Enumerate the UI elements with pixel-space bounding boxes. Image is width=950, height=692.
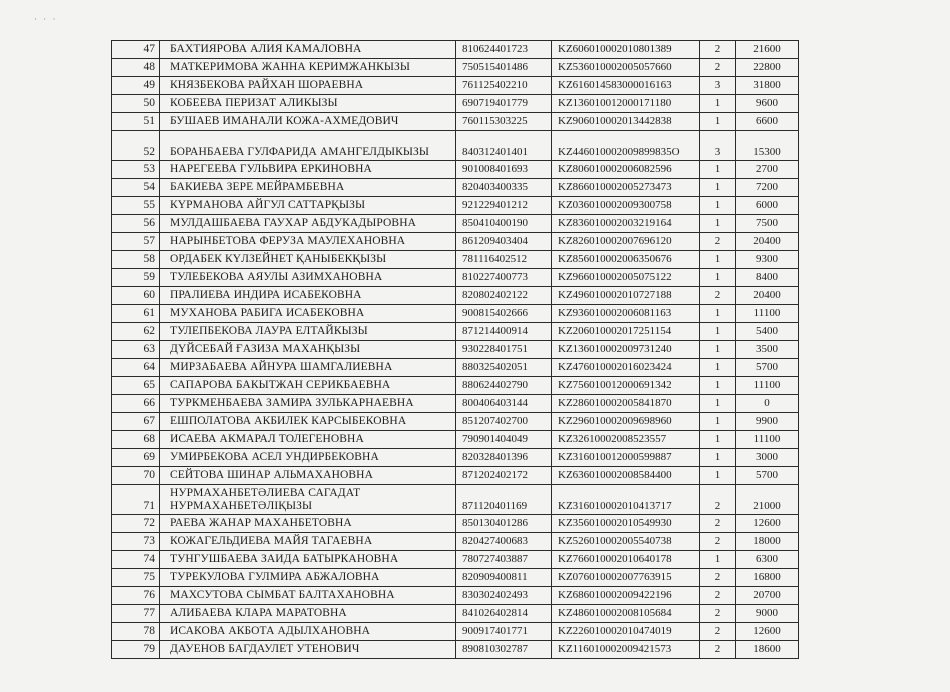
row-number-cell: 68 bbox=[112, 431, 160, 449]
amount-cell: 6300 bbox=[736, 551, 799, 569]
count-cell: 1 bbox=[700, 269, 736, 287]
amount-cell: 20700 bbox=[736, 587, 799, 605]
row-number-cell: 59 bbox=[112, 269, 160, 287]
row-number-cell: 48 bbox=[112, 59, 160, 77]
iin-cell: 871214400914 bbox=[456, 323, 552, 341]
count-cell: 2 bbox=[700, 41, 736, 59]
account-number-cell: KZ286010002005841870 bbox=[552, 395, 700, 413]
count-cell: 1 bbox=[700, 161, 736, 179]
row-number-cell: 47 bbox=[112, 41, 160, 59]
account-number-cell: KZ906010002013442838 bbox=[552, 113, 700, 131]
amount-cell: 15300 bbox=[736, 131, 799, 161]
table-row bbox=[112, 179, 799, 197]
row-number-cell: 58 bbox=[112, 251, 160, 269]
count-cell: 2 bbox=[700, 485, 736, 515]
count-cell: 1 bbox=[700, 395, 736, 413]
iin-cell: 880325402051 bbox=[456, 359, 552, 377]
account-number-cell: KZ296010002009698960 bbox=[552, 413, 700, 431]
row-number-cell: 73 bbox=[112, 533, 160, 551]
count-cell: 2 bbox=[700, 641, 736, 659]
iin-cell: 921229401212 bbox=[456, 197, 552, 215]
table-row bbox=[112, 359, 799, 377]
full-name-cell: АЛИБАЕВА КЛАРА МАРАТОВНА bbox=[160, 605, 456, 623]
row-number-cell: 71 bbox=[112, 485, 160, 515]
table-row bbox=[112, 449, 799, 467]
amount-cell: 9900 bbox=[736, 413, 799, 431]
account-number-cell: KZ136010012000171180 bbox=[552, 95, 700, 113]
count-cell: 2 bbox=[700, 605, 736, 623]
amount-cell: 31800 bbox=[736, 77, 799, 95]
recipients-table-container bbox=[111, 40, 799, 659]
row-number-cell: 64 bbox=[112, 359, 160, 377]
account-number-cell: KZ446010002009899835O bbox=[552, 131, 700, 161]
row-number-cell: 62 bbox=[112, 323, 160, 341]
iin-cell: 871202402172 bbox=[456, 467, 552, 485]
count-cell: 1 bbox=[700, 551, 736, 569]
count-cell: 1 bbox=[700, 413, 736, 431]
table-row bbox=[112, 569, 799, 587]
count-cell: 1 bbox=[700, 305, 736, 323]
count-cell: 2 bbox=[700, 569, 736, 587]
account-number-cell: KZ136010002009731240 bbox=[552, 341, 700, 359]
recipients-table bbox=[111, 40, 799, 659]
row-number-cell: 74 bbox=[112, 551, 160, 569]
table-row bbox=[112, 269, 799, 287]
account-number-cell: KZ32610002008523557 bbox=[552, 431, 700, 449]
iin-cell: 930228401751 bbox=[456, 341, 552, 359]
iin-cell: 820403400335 bbox=[456, 179, 552, 197]
iin-cell: 810227400773 bbox=[456, 269, 552, 287]
row-number-cell: 55 bbox=[112, 197, 160, 215]
count-cell: 1 bbox=[700, 95, 736, 113]
table-row bbox=[112, 515, 799, 533]
table-row bbox=[112, 587, 799, 605]
iin-cell: 781116402512 bbox=[456, 251, 552, 269]
iin-cell: 760115303225 bbox=[456, 113, 552, 131]
amount-cell: 12600 bbox=[736, 623, 799, 641]
count-cell: 1 bbox=[700, 377, 736, 395]
table-row bbox=[112, 287, 799, 305]
iin-cell: 901008401693 bbox=[456, 161, 552, 179]
table-row bbox=[112, 395, 799, 413]
full-name-cell: МУЛДАШБАЕВА ГАУХАР АБДУКАДЫРОВНА bbox=[160, 215, 456, 233]
amount-cell: 0 bbox=[736, 395, 799, 413]
table-row bbox=[112, 641, 799, 659]
amount-cell: 12600 bbox=[736, 515, 799, 533]
table-row bbox=[112, 161, 799, 179]
count-cell: 1 bbox=[700, 341, 736, 359]
full-name-cell: ДҮЙСЕБАЙ ҒАЗИЗА МАХАНҚЫЗЫ bbox=[160, 341, 456, 359]
count-cell: 1 bbox=[700, 449, 736, 467]
amount-cell: 6000 bbox=[736, 197, 799, 215]
table-row bbox=[112, 533, 799, 551]
iin-cell: 820909400811 bbox=[456, 569, 552, 587]
amount-cell: 18000 bbox=[736, 533, 799, 551]
full-name-cell: НАРЕГЕЕВА ГУЛЬВИРА ЕРКИНОВНА bbox=[160, 161, 456, 179]
full-name-cell: ТУЛЕПБЕКОВА ЛАУРА ЕЛТАЙКЫЗЫ bbox=[160, 323, 456, 341]
count-cell: 2 bbox=[700, 59, 736, 77]
row-number-cell: 63 bbox=[112, 341, 160, 359]
row-number-cell: 51 bbox=[112, 113, 160, 131]
row-number-cell: 56 bbox=[112, 215, 160, 233]
full-name-cell: КҮРМАНОВА АЙГУЛ САТТАРҚЫЗЫ bbox=[160, 197, 456, 215]
account-number-cell: KZ856010002006350676 bbox=[552, 251, 700, 269]
amount-cell: 22800 bbox=[736, 59, 799, 77]
count-cell: 1 bbox=[700, 431, 736, 449]
account-number-cell: KZ616014583000016163 bbox=[552, 77, 700, 95]
table-row bbox=[112, 413, 799, 431]
amount-cell: 7500 bbox=[736, 215, 799, 233]
full-name-cell: КНЯЗБЕКОВА РАЙХАН ШОРАЕВНА bbox=[160, 77, 456, 95]
table-row bbox=[112, 215, 799, 233]
full-name-cell: МИРЗАБАЕВА АЙНУРА ШАМГАЛИЕВНА bbox=[160, 359, 456, 377]
count-cell: 2 bbox=[700, 515, 736, 533]
amount-cell: 3500 bbox=[736, 341, 799, 359]
amount-cell: 5700 bbox=[736, 359, 799, 377]
count-cell: 1 bbox=[700, 113, 736, 131]
full-name-cell: МАХСУТОВА СЫМБАТ БАЛТАХАНОВНА bbox=[160, 587, 456, 605]
amount-cell: 3000 bbox=[736, 449, 799, 467]
full-name-cell: ИСАЕВА АКМАРАЛ ТОЛЕГЕНОВНА bbox=[160, 431, 456, 449]
count-cell: 2 bbox=[700, 533, 736, 551]
amount-cell: 11100 bbox=[736, 377, 799, 395]
iin-cell: 820427400683 bbox=[456, 533, 552, 551]
row-number-cell: 50 bbox=[112, 95, 160, 113]
table-row bbox=[112, 467, 799, 485]
full-name-cell: БАХТИЯРОВА АЛИЯ КАМАЛОВНА bbox=[160, 41, 456, 59]
row-number-cell: 53 bbox=[112, 161, 160, 179]
iin-cell: 780727403887 bbox=[456, 551, 552, 569]
account-number-cell: KZ866010002005273473 bbox=[552, 179, 700, 197]
full-name-cell: ТУЛЕБЕКОВА АЯУЛЫ АЗИМХАНОВНА bbox=[160, 269, 456, 287]
table-row bbox=[112, 41, 799, 59]
full-name-cell: УМИРБЕКОВА АСЕЛ УНДИРБЕКОВНА bbox=[160, 449, 456, 467]
table-row bbox=[112, 251, 799, 269]
iin-cell: 830302402493 bbox=[456, 587, 552, 605]
account-number-cell: KZ936010002006081163 bbox=[552, 305, 700, 323]
iin-cell: 900815402666 bbox=[456, 305, 552, 323]
amount-cell: 20400 bbox=[736, 233, 799, 251]
amount-cell: 5400 bbox=[736, 323, 799, 341]
row-number-cell: 61 bbox=[112, 305, 160, 323]
full-name-cell: ОРДАБЕК КҮЛЗЕЙНЕТ ҚАНЫБЕКҚЫЗЫ bbox=[160, 251, 456, 269]
row-number-cell: 52 bbox=[112, 131, 160, 161]
account-number-cell: KZ356010002010549930 bbox=[552, 515, 700, 533]
table-row bbox=[112, 323, 799, 341]
count-cell: 2 bbox=[700, 587, 736, 605]
count-cell: 3 bbox=[700, 77, 736, 95]
table-row bbox=[112, 77, 799, 95]
row-number-cell: 57 bbox=[112, 233, 160, 251]
count-cell: 1 bbox=[700, 251, 736, 269]
count-cell: 3 bbox=[700, 131, 736, 161]
account-number-cell: KZ076010002007763915 bbox=[552, 569, 700, 587]
amount-cell: 20400 bbox=[736, 287, 799, 305]
full-name-cell: ТУРКМЕНБАЕВА ЗАМИРА ЗУЛЬКАРНАЕВНА bbox=[160, 395, 456, 413]
iin-cell: 840312401401 bbox=[456, 131, 552, 161]
amount-cell: 8400 bbox=[736, 269, 799, 287]
account-number-cell: KZ496010002010727188 bbox=[552, 287, 700, 305]
iin-cell: 880624402790 bbox=[456, 377, 552, 395]
count-cell: 1 bbox=[700, 215, 736, 233]
amount-cell: 9600 bbox=[736, 95, 799, 113]
full-name-cell: ТУНГУШБАЕВА ЗАИДА БАТЫРКАНОВНА bbox=[160, 551, 456, 569]
account-number-cell: KZ526010002005540738 bbox=[552, 533, 700, 551]
row-number-cell: 75 bbox=[112, 569, 160, 587]
table-row bbox=[112, 485, 799, 515]
row-number-cell: 54 bbox=[112, 179, 160, 197]
iin-cell: 871120401169 bbox=[456, 485, 552, 515]
table-row bbox=[112, 305, 799, 323]
full-name-cell: ДАУЕНОВ БАГДАУЛЕТ УТЕНОВИЧ bbox=[160, 641, 456, 659]
table-row bbox=[112, 59, 799, 77]
full-name-cell: СЕЙТОВА ШИНАР АЛЬМАХАНОВНА bbox=[160, 467, 456, 485]
iin-cell: 690719401779 bbox=[456, 95, 552, 113]
account-number-cell: KZ806010002006082596 bbox=[552, 161, 700, 179]
iin-cell: 850130401286 bbox=[456, 515, 552, 533]
full-name-cell: МАТКЕРИМОВА ЖАННА КЕРИМЖАНКЫЗЫ bbox=[160, 59, 456, 77]
row-number-cell: 79 bbox=[112, 641, 160, 659]
amount-cell: 7200 bbox=[736, 179, 799, 197]
iin-cell: 861209403404 bbox=[456, 233, 552, 251]
row-number-cell: 69 bbox=[112, 449, 160, 467]
iin-cell: 820802402122 bbox=[456, 287, 552, 305]
account-number-cell: KZ206010002017251154 bbox=[552, 323, 700, 341]
table-row bbox=[112, 377, 799, 395]
amount-cell: 21600 bbox=[736, 41, 799, 59]
table-row bbox=[112, 131, 799, 161]
account-number-cell: KZ226010002010474019 bbox=[552, 623, 700, 641]
full-name-cell: НУРМАХАНБЕТӘЛИЕВА САГАДАТ НУРМАХАНБЕТӘЛІҚЫЗЫ bbox=[160, 485, 456, 515]
iin-cell: 841026402814 bbox=[456, 605, 552, 623]
account-number-cell: KZ836010002003219164 bbox=[552, 215, 700, 233]
table-row bbox=[112, 95, 799, 113]
full-name-cell: БАКИЕВА ЗЕРЕ МЕЙРАМБЕВНА bbox=[160, 179, 456, 197]
account-number-cell: KZ316010002010413717 bbox=[552, 485, 700, 515]
count-cell: 1 bbox=[700, 179, 736, 197]
amount-cell: 5700 bbox=[736, 467, 799, 485]
amount-cell: 16800 bbox=[736, 569, 799, 587]
count-cell: 2 bbox=[700, 233, 736, 251]
count-cell: 1 bbox=[700, 359, 736, 377]
full-name-cell: ЕШПОЛАТОВА АКБИЛЕК КАРСЫБЕКОВНА bbox=[160, 413, 456, 431]
iin-cell: 850410400190 bbox=[456, 215, 552, 233]
full-name-cell: БОРАНБАЕВА ГУЛФАРИДА АМАНГЕЛДЫКЫЗЫ bbox=[160, 131, 456, 161]
table-row bbox=[112, 623, 799, 641]
row-number-cell: 76 bbox=[112, 587, 160, 605]
full-name-cell: ИСАКОВА АКБОТА АДЫЛХАНОВНА bbox=[160, 623, 456, 641]
table-row bbox=[112, 605, 799, 623]
row-number-cell: 78 bbox=[112, 623, 160, 641]
count-cell: 1 bbox=[700, 467, 736, 485]
count-cell: 2 bbox=[700, 287, 736, 305]
full-name-cell: НАРЫНБЕТОВА ФЕРУЗА МАУЛЕХАНОВНА bbox=[160, 233, 456, 251]
iin-cell: 790901404049 bbox=[456, 431, 552, 449]
iin-cell: 820328401396 bbox=[456, 449, 552, 467]
full-name-cell: МУХАНОВА РАБИГА ИСАБЕКОВНА bbox=[160, 305, 456, 323]
amount-cell: 9300 bbox=[736, 251, 799, 269]
iin-cell: 890810302787 bbox=[456, 641, 552, 659]
amount-cell: 9000 bbox=[736, 605, 799, 623]
row-number-cell: 49 bbox=[112, 77, 160, 95]
row-number-cell: 72 bbox=[112, 515, 160, 533]
full-name-cell: КОЖАГЕЛЬДИЕВА МАЙЯ ТАГАЕВНА bbox=[160, 533, 456, 551]
count-cell: 1 bbox=[700, 323, 736, 341]
account-number-cell: KZ116010002009421573 bbox=[552, 641, 700, 659]
iin-cell: 810624401723 bbox=[456, 41, 552, 59]
account-number-cell: KZ476010002016023424 bbox=[552, 359, 700, 377]
table-row bbox=[112, 113, 799, 131]
account-number-cell: KZ756010012000691342 bbox=[552, 377, 700, 395]
iin-cell: 761125402210 bbox=[456, 77, 552, 95]
full-name-cell: САПАРОВА БАКЫТЖАН СЕРИКБАЕВНА bbox=[160, 377, 456, 395]
amount-cell: 21000 bbox=[736, 485, 799, 515]
account-number-cell: KZ606010002010801389 bbox=[552, 41, 700, 59]
full-name-cell: РАЕВА ЖАНАР МАХАНБЕТОВНА bbox=[160, 515, 456, 533]
iin-cell: 750515401486 bbox=[456, 59, 552, 77]
table-row bbox=[112, 233, 799, 251]
count-cell: 2 bbox=[700, 623, 736, 641]
iin-cell: 800406403144 bbox=[456, 395, 552, 413]
row-number-cell: 66 bbox=[112, 395, 160, 413]
count-cell: 1 bbox=[700, 197, 736, 215]
iin-cell: 851207402700 bbox=[456, 413, 552, 431]
row-number-cell: 70 bbox=[112, 467, 160, 485]
row-number-cell: 65 bbox=[112, 377, 160, 395]
full-name-cell: БУШАЕВ ИМАНАЛИ КОЖА-АХМЕДОВИЧ bbox=[160, 113, 456, 131]
row-number-cell: 77 bbox=[112, 605, 160, 623]
full-name-cell: КОБЕЕВА ПЕРИЗАТ АЛИКЫЗЫ bbox=[160, 95, 456, 113]
account-number-cell: KZ686010002009422196 bbox=[552, 587, 700, 605]
account-number-cell: KZ766010002010640178 bbox=[552, 551, 700, 569]
table-row bbox=[112, 551, 799, 569]
table-body bbox=[112, 41, 799, 659]
row-number-cell: 67 bbox=[112, 413, 160, 431]
table-row bbox=[112, 431, 799, 449]
account-number-cell: KZ486010002008105684 bbox=[552, 605, 700, 623]
account-number-cell: KZ036010002009300758 bbox=[552, 197, 700, 215]
iin-cell: 900917401771 bbox=[456, 623, 552, 641]
full-name-cell: ПРАЛИЕВА ИНДИРА ИСАБЕКОВНА bbox=[160, 287, 456, 305]
full-name-cell: ТУРЕКУЛОВА ГУЛМИРА АБЖАЛОВНА bbox=[160, 569, 456, 587]
page-corner-mark: · · · bbox=[34, 14, 58, 24]
amount-cell: 6600 bbox=[736, 113, 799, 131]
account-number-cell: KZ826010002007696120 bbox=[552, 233, 700, 251]
account-number-cell: KZ966010002005075122 bbox=[552, 269, 700, 287]
table-row bbox=[112, 341, 799, 359]
table-row bbox=[112, 197, 799, 215]
amount-cell: 11100 bbox=[736, 431, 799, 449]
account-number-cell: KZ316010012000599887 bbox=[552, 449, 700, 467]
account-number-cell: KZ636010002008584400 bbox=[552, 467, 700, 485]
amount-cell: 2700 bbox=[736, 161, 799, 179]
account-number-cell: KZ536010002005057660 bbox=[552, 59, 700, 77]
row-number-cell: 60 bbox=[112, 287, 160, 305]
amount-cell: 11100 bbox=[736, 305, 799, 323]
amount-cell: 18600 bbox=[736, 641, 799, 659]
